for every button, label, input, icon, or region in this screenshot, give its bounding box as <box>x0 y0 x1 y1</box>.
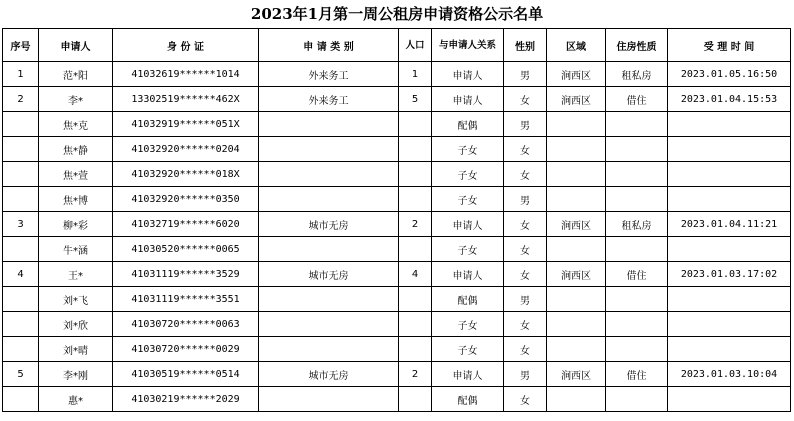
cell-housing <box>606 112 668 137</box>
cell-category: 城市无房 <box>259 212 399 237</box>
cell-pop <box>399 112 432 137</box>
table-row <box>3 62 791 87</box>
cell-area <box>547 287 606 312</box>
cell-area: 涧西区 <box>547 362 606 387</box>
cell-relation: 配偶 <box>432 387 504 412</box>
cell-area: 涧西区 <box>547 212 606 237</box>
cell-name: 焦*克 <box>39 112 113 137</box>
table-row <box>3 187 791 212</box>
cell-name: 牛*涵 <box>39 237 113 262</box>
cell-gender: 男 <box>504 112 547 137</box>
cell-housing: 借住 <box>606 87 668 112</box>
cell-housing: 租私房 <box>606 62 668 87</box>
cell-gender: 女 <box>504 337 547 362</box>
header-gender: 性别 <box>504 29 547 62</box>
header-time: 受 理 时 间 <box>668 29 791 62</box>
cell-pop <box>399 187 432 212</box>
cell-id: 41031119******3551 <box>113 287 259 312</box>
cell-seq <box>3 237 39 262</box>
header-relation: 与申请人关系 <box>432 29 504 62</box>
cell-seq <box>3 287 39 312</box>
cell-name: 焦*博 <box>39 187 113 212</box>
cell-category <box>259 187 399 212</box>
cell-housing <box>606 312 668 337</box>
cell-relation: 申请人 <box>432 362 504 387</box>
cell-area <box>547 187 606 212</box>
cell-id: 41032920******018X <box>113 162 259 187</box>
cell-name: 刘*飞 <box>39 287 113 312</box>
cell-pop <box>399 137 432 162</box>
cell-seq <box>3 387 39 412</box>
cell-housing: 租私房 <box>606 212 668 237</box>
cell-time: 2023.01.04.15:53 <box>668 87 791 112</box>
cell-seq <box>3 312 39 337</box>
page-title: 2023年1月第一周公租房申请资格公示名单 <box>250 5 544 23</box>
cell-pop <box>399 162 432 187</box>
cell-category <box>259 387 399 412</box>
cell-time <box>668 187 791 212</box>
cell-seq <box>3 187 39 212</box>
cell-time <box>668 112 791 137</box>
cell-area: 涧西区 <box>547 62 606 87</box>
cell-gender: 男 <box>504 287 547 312</box>
cell-housing: 借住 <box>606 362 668 387</box>
cell-gender: 女 <box>504 212 547 237</box>
table-row <box>3 287 791 312</box>
cell-housing <box>606 137 668 162</box>
cell-pop <box>399 387 432 412</box>
cell-area <box>547 137 606 162</box>
cell-area <box>547 237 606 262</box>
cell-name: 王* <box>39 262 113 287</box>
cell-pop: 2 <box>399 362 432 387</box>
cell-relation: 子女 <box>432 312 504 337</box>
cell-seq <box>3 112 39 137</box>
cell-gender: 女 <box>504 312 547 337</box>
cell-id: 41030519******0514 <box>113 362 259 387</box>
cell-housing: 借住 <box>606 262 668 287</box>
cell-id: 41031119******3529 <box>113 262 259 287</box>
header-housing: 住房性质 <box>606 29 668 62</box>
cell-relation: 申请人 <box>432 212 504 237</box>
cell-time <box>668 137 791 162</box>
header-id-card: 身 份 证 <box>113 29 259 62</box>
cell-pop: 1 <box>399 62 432 87</box>
table-body <box>3 62 791 412</box>
cell-id: 41032619******1014 <box>113 62 259 87</box>
cell-housing <box>606 237 668 262</box>
header-seq: 序号 <box>3 29 39 62</box>
cell-housing <box>606 162 668 187</box>
cell-pop: 5 <box>399 87 432 112</box>
cell-gender: 男 <box>504 187 547 212</box>
header-population: 人口 <box>399 29 432 62</box>
table-row <box>3 237 791 262</box>
cell-time: 2023.01.03.17:02 <box>668 262 791 287</box>
cell-seq <box>3 337 39 362</box>
cell-name: 焦*萱 <box>39 162 113 187</box>
cell-relation: 申请人 <box>432 262 504 287</box>
header-applicant: 申请人 <box>39 29 113 62</box>
cell-relation: 申请人 <box>432 87 504 112</box>
table-row <box>3 262 791 287</box>
cell-housing <box>606 287 668 312</box>
cell-category <box>259 162 399 187</box>
cell-time: 2023.01.04.11:21 <box>668 212 791 237</box>
cell-time: 2023.01.03.10:04 <box>668 362 791 387</box>
cell-time: 2023.01.05.16:50 <box>668 62 791 87</box>
cell-name: 刘*欣 <box>39 312 113 337</box>
cell-id: 41032919******051X <box>113 112 259 137</box>
cell-category: 城市无房 <box>259 362 399 387</box>
cell-area <box>547 337 606 362</box>
applicant-table <box>2 28 791 412</box>
cell-seq: 1 <box>3 62 39 87</box>
header-category: 申 请 类 别 <box>259 29 399 62</box>
cell-relation: 配偶 <box>432 287 504 312</box>
cell-pop <box>399 337 432 362</box>
cell-area <box>547 312 606 337</box>
cell-area: 涧西区 <box>547 87 606 112</box>
cell-time <box>668 337 791 362</box>
cell-seq <box>3 137 39 162</box>
cell-seq: 3 <box>3 212 39 237</box>
cell-relation: 子女 <box>432 337 504 362</box>
cell-pop <box>399 237 432 262</box>
cell-gender: 女 <box>504 262 547 287</box>
table-row <box>3 162 791 187</box>
header-area: 区域 <box>547 29 606 62</box>
cell-area <box>547 162 606 187</box>
cell-name: 李*刚 <box>39 362 113 387</box>
cell-housing <box>606 337 668 362</box>
cell-time <box>668 312 791 337</box>
table-row <box>3 137 791 162</box>
cell-id: 41030520******0065 <box>113 237 259 262</box>
cell-gender: 男 <box>504 362 547 387</box>
cell-gender: 女 <box>504 387 547 412</box>
cell-gender: 女 <box>504 87 547 112</box>
cell-id: 41030720******0029 <box>113 337 259 362</box>
cell-gender: 女 <box>504 237 547 262</box>
cell-housing <box>606 387 668 412</box>
cell-pop <box>399 312 432 337</box>
cell-id: 41030219******2029 <box>113 387 259 412</box>
cell-seq <box>3 162 39 187</box>
cell-id: 41032920******0204 <box>113 137 259 162</box>
cell-category <box>259 237 399 262</box>
table-row <box>3 212 791 237</box>
cell-name: 惠* <box>39 387 113 412</box>
cell-category <box>259 337 399 362</box>
cell-gender: 女 <box>504 162 547 187</box>
cell-category <box>259 137 399 162</box>
cell-name: 范*阳 <box>39 62 113 87</box>
cell-id: 41032920******0350 <box>113 187 259 212</box>
cell-relation: 子女 <box>432 162 504 187</box>
cell-category: 城市无房 <box>259 262 399 287</box>
cell-pop <box>399 287 432 312</box>
cell-category: 外来务工 <box>259 62 399 87</box>
cell-category: 外来务工 <box>259 87 399 112</box>
cell-seq: 5 <box>3 362 39 387</box>
cell-time <box>668 237 791 262</box>
cell-gender: 女 <box>504 137 547 162</box>
cell-relation: 子女 <box>432 237 504 262</box>
cell-name: 焦*静 <box>39 137 113 162</box>
table-row <box>3 387 791 412</box>
cell-category <box>259 112 399 137</box>
cell-seq: 2 <box>3 87 39 112</box>
cell-housing <box>606 187 668 212</box>
cell-category <box>259 312 399 337</box>
cell-area <box>547 387 606 412</box>
cell-name: 李* <box>39 87 113 112</box>
table-row <box>3 362 791 387</box>
cell-gender: 男 <box>504 62 547 87</box>
cell-time <box>668 162 791 187</box>
cell-pop: 2 <box>399 212 432 237</box>
table-row <box>3 87 791 112</box>
cell-time <box>668 287 791 312</box>
table-row <box>3 337 791 362</box>
cell-area <box>547 112 606 137</box>
cell-id: 41032719******6020 <box>113 212 259 237</box>
table-row <box>3 312 791 337</box>
cell-time <box>668 387 791 412</box>
cell-relation: 子女 <box>432 137 504 162</box>
cell-name: 柳*彩 <box>39 212 113 237</box>
cell-relation: 子女 <box>432 187 504 212</box>
cell-area: 涧西区 <box>547 262 606 287</box>
cell-relation: 申请人 <box>432 62 504 87</box>
cell-name: 刘*晴 <box>39 337 113 362</box>
cell-id: 41030720******0063 <box>113 312 259 337</box>
cell-relation: 配偶 <box>432 112 504 137</box>
cell-id: 13302519******462X <box>113 87 259 112</box>
cell-pop: 4 <box>399 262 432 287</box>
table-header-row <box>3 29 791 62</box>
cell-seq: 4 <box>3 262 39 287</box>
cell-category <box>259 287 399 312</box>
table-row <box>3 112 791 137</box>
